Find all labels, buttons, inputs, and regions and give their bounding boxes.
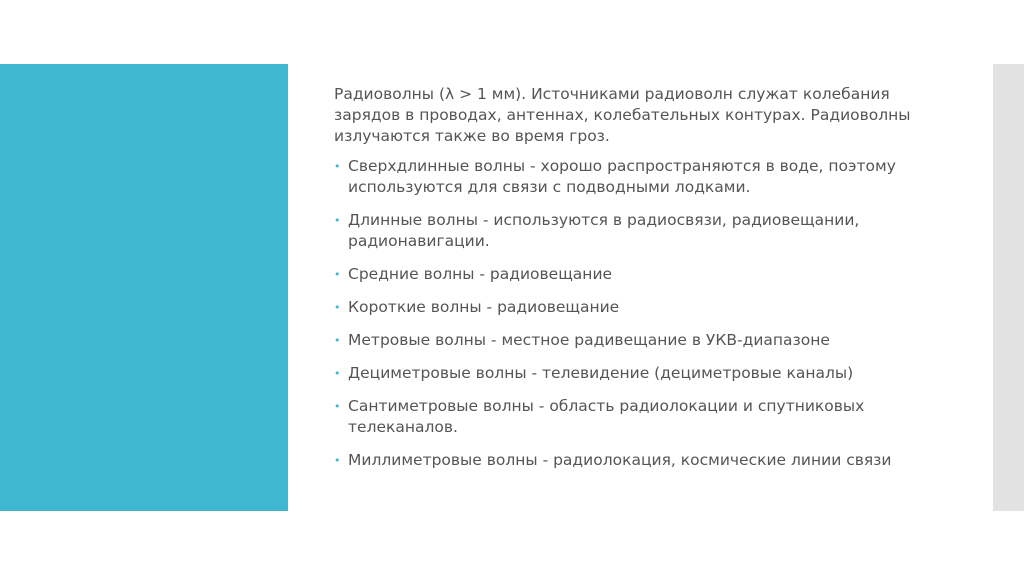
bullet-list bbox=[334, 156, 954, 471]
accent-block bbox=[0, 64, 288, 511]
list-item bbox=[334, 297, 954, 318]
bullet-dot-icon: • bbox=[334, 454, 341, 467]
right-side-band bbox=[993, 64, 1024, 511]
list-item-text: Длинные волны - используются в радиосвязи, радиовещании, радионавигации. bbox=[348, 211, 860, 250]
bullet-dot-icon: • bbox=[334, 214, 341, 227]
bullet-dot-icon: • bbox=[334, 400, 341, 413]
bullet-dot-icon: • bbox=[334, 268, 341, 281]
bullet-dot-icon: • bbox=[334, 367, 341, 380]
list-item bbox=[334, 450, 954, 471]
list-item-text: Дециметровые волны - телевидение (дециметровые каналы) bbox=[348, 364, 854, 382]
list-item bbox=[334, 210, 954, 252]
list-item-text: Миллиметровые волны - радиолокация, космические линии связи bbox=[348, 451, 892, 469]
list-item bbox=[334, 330, 954, 351]
list-item-text: Сверхдлинные волны - хорошо распространяются в воде, поэтому используются для связи с подводными лодками. bbox=[348, 157, 896, 196]
bullet-dot-icon: • bbox=[334, 334, 341, 347]
list-item-text: Короткие волны - радиовещание bbox=[348, 298, 620, 316]
list-item bbox=[334, 396, 954, 438]
list-item-text: Средние волны - радиовещание bbox=[348, 265, 613, 283]
bullet-dot-icon: • bbox=[334, 160, 341, 173]
slide-content bbox=[334, 84, 954, 483]
list-item bbox=[334, 264, 954, 285]
list-item-text: Метровые волны - местное радивещание в УКВ-диапазоне bbox=[348, 331, 830, 349]
list-item bbox=[334, 156, 954, 198]
list-item-text: Сантиметровые волны - область радиолокации и спутниковых телеканалов. bbox=[348, 397, 865, 436]
intro-paragraph: Радиоволны (λ > 1 мм). Источниками радиоволн служат колебания зарядов в проводах, антеннах, колебательных контурах. Радиоволны излучаются также во время гроз. bbox=[334, 85, 911, 145]
list-item bbox=[334, 363, 954, 384]
bullet-dot-icon: • bbox=[334, 301, 341, 314]
